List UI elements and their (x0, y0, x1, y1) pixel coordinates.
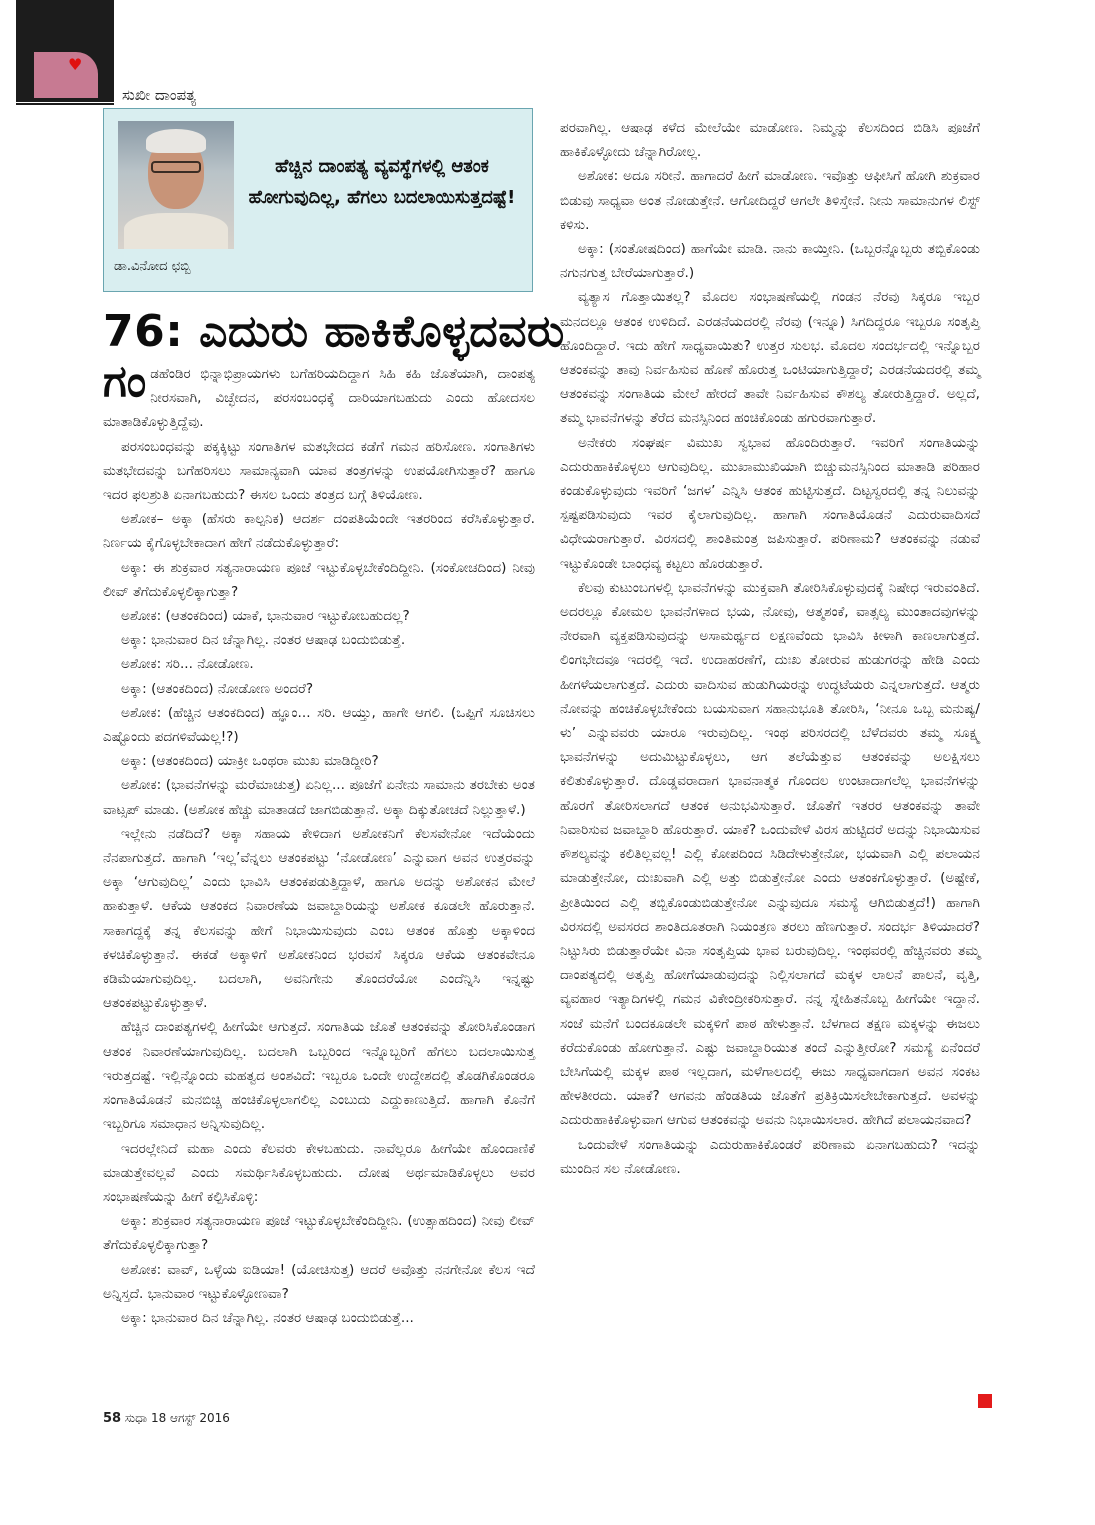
paragraph: ವ್ಯತ್ಯಾಸ ಗೊತ್ತಾಯಿತಲ್ಲ? ಮೊದಲ ಸಂಭಾಷಣೆಯಲ್ಲಿ ಗಂಡನ ನೆರವು ಸಿಕ್ಕರೂ ಇಬ್ಬರ ಮನದಲ್ಲೂ ಆತಂಕ ಉಳಿದಿದೆ. ಎರಡನೆಯದರಲ್ಲಿ ನೆರವು (ಇನ್ನೂ) ಸಿಗದಿದ್ದರೂ ಇಬ್ಬರೂ ಸಂತೃಪ್ತಿ ಹೊಂದಿದ್ದಾರೆ. ಇದು ಹೇಗೆ ಸಾಧ್ಯವಾಯಿತು? ಉತ್ತರ ಸುಲಭ. ಮೊದಲ ಸಂದರ್ಭದಲ್ಲಿ ಇನ್ನೊಬ್ಬರ ಆತಂಕವನ್ನು ತಾವು ನಿರ್ವಹಿಸುವ ಹೊಣೆ ಹೊರುತ್ತ ಒಂಟಿಯಾಗುತ್ತಿದ್ದಾರೆ; ಎರಡನೆಯದರಲ್ಲಿ ತಮ್ಮ ಆತಂಕವನ್ನು ಸಂಗಾತಿಯ ಮೇಲೆ ಹೇರದೆ ತಾವೇ ನಿರ್ವಹಿಸುವ ಕೌಶಲ್ಯ ತೋರುತ್ತಿದ್ದಾರೆ. ಅಲ್ಲದೆ, ತಮ್ಮ ಭಾವನೆಗಳನ್ನು ತೆರೆದ ಮನಸ್ಸಿನಿಂದ ಹಂಚಿಕೊಂಡು ಹಗುರವಾಗುತ್ತಾರೆ. (560, 289, 980, 427)
paragraph: ಪರಸಂಬಂಧವನ್ನು ಪಕ್ಕಕ್ಕಿಟ್ಟು ಸಂಗಾತಿಗಳ ಮತಭೇದದ ಕಡೆಗೆ ಗಮನ ಹರಿಸೋಣ. ಸಂಗಾತಿಗಳು ಮತಭೇದವನ್ನು ಬಗೆಹರಿಸಲು ಸಾಮಾನ್ಯವಾಗಿ ಯಾವ ತಂತ್ರಗಳನ್ನು ಉಪಯೋಗಿಸುತ್ತಾರೆ? ಹಾಗೂ ಇದರ ಫಲಶ್ರುತಿ ಏನಾಗಬಹುದು? ಈಸಲ ಒಂದು ತಂತ್ರದ ಬಗ್ಗೆ ತಿಳಿಯೋಣ. (103, 438, 535, 504)
article-headline: 76: ಎದುರು ಹಾಕಿಕೊಳ್ಳದವರು (103, 306, 565, 357)
issue-date: 18 ಆಗಸ್ಟ್ 2016 (150, 1411, 230, 1425)
left-column (103, 356, 535, 1330)
section-logo (16, 0, 114, 102)
right-column (560, 116, 980, 1181)
page-number: 58 (103, 1411, 122, 1426)
author-box (103, 108, 533, 292)
author-photo (118, 121, 234, 249)
paragraph: ಒಂದುವೇಳೆ ಸಂಗಾತಿಯನ್ನು ಎದುರುಹಾಕಿಕೊಂಡರೆ ಪರಿಣಾಮ ಏನಾಗಬಹುದು? ಇದನ್ನು ಮುಂದಿನ ಸಲ ನೋಡೋಣ. (560, 1136, 980, 1177)
dialogue-line: ಅಶೋಕ: (ಭಾವನೆಗಳನ್ನು ಮರೆಮಾಚುತ್ತ) ಏನಿಲ್ಲ... ಪೂಜೆಗೆ ಏನೇನು ಸಾಮಾನು ತರಬೇಕು ಅಂತ ವಾಟ್ಸಪ್ ಮಾಡು. (ಅಶೋಕ ಹೆಚ್ಚು ಮಾತಾಡದೆ ಜಾಗಬಿಡುತ್ತಾನೆ. ಅಕ್ಕಾ ದಿಕ್ಕುತೋಚದೆ ನಿಲ್ಲುತ್ತಾಳೆ.) (103, 777, 535, 818)
paragraph: ಅನೇಕರು ಸಂಘರ್ಷ ವಿಮುಖ ಸ್ವಭಾವ ಹೊಂದಿರುತ್ತಾರೆ. ಇವರಿಗೆ ಸಂಗಾತಿಯನ್ನು ಎದುರುಹಾಕಿಕೊಳ್ಳಲು ಆಗುವುದಿಲ್ಲ. ಮುಖಾಮುಖಿಯಾಗಿ ಬಿಚ್ಚುಮನಸ್ಸಿನಿಂದ ಮಾತಾಡಿ ಪರಿಹಾರ ಕಂಡುಕೊಳ್ಳುವುದು ಇವರಿಗೆ ‘ಜಗಳ’ ಎನ್ನಿಸಿ ಆತಂಕ ಹುಟ್ಟಿಸುತ್ತದೆ. ದಿಟ್ಟಸ್ವರದಲ್ಲಿ ತನ್ನ ನಿಲುವನ್ನು ಸ್ಪಷ್ಟಪಡಿಸುವುದು ಇವರ ಕೈಲಾಗುವುದಿಲ್ಲ. ಹಾಗಾಗಿ ಸಂಗಾತಿಯೊಡನೆ ಎದುರುವಾದಿಸದೆ ವಿಧೇಯರಾಗುತ್ತಾರೆ. ವಿರಸದಲ್ಲಿ ಶಾಂತಿಮಂತ್ರ ಜಪಿಸುತ್ತಾರೆ. ಪರಿಣಾಮ? ಆತಂಕವನ್ನು ನಡುವೆ ಇಟ್ಟುಕೊಂಡೇ ಬಾಂಧವ್ಯ ಕಟ್ಟಲು ಹೊರಡುತ್ತಾರೆ. (560, 434, 980, 572)
dialogue-line: ಅಶೋಕ: (ಹೆಚ್ಚಿನ ಆತಂಕದಿಂದ) ಹ್ಞೂಂ... ಸರಿ. ಆಯ್ತು, ಹಾಗೇ ಆಗಲಿ. (ಒಪ್ಪಿಗೆ ಸೂಚಿಸಲು ಎಷ್ಟೊಂದು ಪದಗಳಿವೆಯಲ್ಲ!?) (103, 704, 535, 746)
dialogue-line: ಅಕ್ಕಾ: (ಆತಂಕದಿಂದ) ಯಾಕ್ರೀ ಒಂಥರಾ ಮುಖ ಮಾಡಿದ್ದೀರಿ? (121, 753, 379, 770)
page-footer (103, 1411, 230, 1426)
dialogue-line: ಅಕ್ಕಾ: (ಸಂತೋಷದಿಂದ) ಹಾಗೆಯೇ ಮಾಡಿ. ನಾನು ಕಾಯ್ತೀನಿ. (ಒಬ್ಬರನ್ನೊಬ್ಬರು ತಬ್ಬಿಕೊಂಡು ನಗುನಗುತ್ತ ಬೇರೆಯಾಗುತ್ತಾರೆ.) (560, 241, 980, 282)
logo-pink-shape (34, 52, 98, 98)
section-title: ಸುಖೀ ದಾಂಪತ್ಯ (122, 86, 197, 104)
section-rule (16, 103, 114, 105)
paragraph: ಹೆಚ್ಚಿನ ದಾಂಪತ್ಯಗಳಲ್ಲಿ ಹೀಗೆಯೇ ಆಗುತ್ತದೆ. ಸಂಗಾತಿಯ ಜೊತೆ ಆತಂಕವನ್ನು ತೋರಿಸಿಕೊಂಡಾಗ ಆತಂಕ ನಿವಾರಣೆಯಾಗುವುದಿಲ್ಲ. ಬದಲಾಗಿ ಒಬ್ಬರಿಂದ ಇನ್ನೊಬ್ಬರಿಗೆ ಹೆಗಲು ಬದಲಾಯಿಸುತ್ತ ಇರುತ್ತದಷ್ಟೆ. ಇಲ್ಲಿನ್ನೊಂದು ಮಹತ್ವದ ಅಂಶವಿದೆ: ಇಬ್ಬರೂ ಒಂದೇ ಉದ್ದೇಶದಲ್ಲಿ ತೊಡಗಿಕೊಂಡರೂ ಸಂಗಾತಿಯೊಡನೆ ಮನಬಿಚ್ಚಿ ಹಂಚಿಕೊಳ್ಳಲಾಗಲಿಲ್ಲ ಎಂಬುದು ಎದ್ದುಕಾಣುತ್ತಿದೆ. ಹಾಗಾಗಿ ಕೊನೆಗೆ ಇಬ್ಬರಿಗೂ ಸಮಾಧಾನ ಅನ್ನಿಸುವುದಿಲ್ಲ. (103, 1019, 535, 1133)
heart-icon: ♥ (68, 55, 83, 74)
paragraph: ಕೆಲವು ಕುಟುಂಬಗಳಲ್ಲಿ ಭಾವನೆಗಳನ್ನು ಮುಕ್ತವಾಗಿ ತೋರಿಸಿಕೊಳ್ಳುವುದಕ್ಕೆ ನಿಷೇಧ ಇರುವಂತಿದೆ. ಅದರಲ್ಲೂ ಕೋಮಲ ಭಾವನೆಗಳಾದ ಭಯ, ನೋವು, ಆತ್ಮಶಂಕೆ, ವಾತ್ಸಲ್ಯ ಮುಂತಾದವುಗಳನ್ನು ನೇರವಾಗಿ ವ್ಯಕ್ತಪಡಿಸುವುದನ್ನು ಅಸಾಮರ್ಥ್ಯದ ಲಕ್ಷಣವೆಂದು ಭಾವಿಸಿ ಕೀಳಾಗಿ ಕಾಣಲಾಗುತ್ತದೆ. ಲಿಂಗಭೇದವೂ ಇದರಲ್ಲಿ ಇದೆ. ಉದಾಹರಣೆಗೆ, ದುಃಖ ತೋರುವ ಹುಡುಗರನ್ನು ಹೇಡಿ ಎಂದು ಹೀಗಳೆಯಲಾಗುತ್ತದೆ. ಎದುರು ವಾದಿಸುವ ಹುಡುಗಿಯರನ್ನು ಉದ್ಧಟೆಯರು ಎನ್ನಲಾಗುತ್ತದೆ. ಆತ್ಮರು ನೋವನ್ನು ಹಂಚಿಕೊಳ್ಳಬೇಕೆಂದು ಬಯಸುವಾಗ ಸಹಾನುಭೂತಿ ತೋರಿಸಿ, ‘ನೀನೂ ಒಬ್ಬ ಮನುಷ್ಯ/ಳು’ ಎನ್ನುವವರು ಯಾರೂ ಇರುವುದಿಲ್ಲ. ಇಂಥ ಪರಿಸರದಲ್ಲಿ ಬೆಳೆದವರು ತಮ್ಮ ಸೂಕ್ಷ್ಮ ಭಾವನೆಗಳನ್ನು ಅದುಮಿಟ್ಟುಕೊಳ್ಳಲು, ಆಗ ತಲೆಯೆತ್ತುವ ಆತಂಕವನ್ನು ಅಲಕ್ಷಿಸಲು ಕಲಿತುಕೊಳ್ಳುತ್ತಾರೆ. ದೊಡ್ಡವರಾದಾಗ ಭಾವನಾತ್ಮಕ ಗೊಂದಲ ಉಂಟಾದಾಗಲೆಲ್ಲ ಭಾವನೆಗಳನ್ನು ಹೊರಗೆ ತೋರಿಸಲಾಗದೆ ಆತಂಕ ಅನುಭವಿಸುತ್ತಾರೆ. ಜೊತೆಗೆ ಇತರರ ಆತಂಕವನ್ನು ತಾವೇ ನಿವಾರಿಸುವ ಜವಾಬ್ದಾರಿ ಹೊರುತ್ತಾರೆ. ಯಾಕೆ? ಒಂದುವೇಳೆ ವಿರಸ ಹುಟ್ಟಿದರೆ ಅದನ್ನು ನಿಭಾಯಿಸುವ ಕೌಶಲ್ಯವನ್ನು ಕಲಿತಿಲ್ಲವಲ್ಲ! ಎಲ್ಲಿ ಕೋಪದಿಂದ ಸಿಡಿದೇಳುತ್ತೇನೋ, ಭಯವಾಗಿ ಎಲ್ಲಿ ಪಲಾಯನ ಮಾಡುತ್ತೇನೋ, ದುಃಖವಾಗಿ ಎಲ್ಲಿ ಅತ್ತು ಬಿಡುತ್ತೇನೋ ಎಂದು ಆತಂಕಗೊಳ್ಳುತ್ತಾರೆ. (ಅಷ್ಟೇಕೆ, ಪ್ರೀತಿಯಿಂದ ಎಲ್ಲಿ ತಬ್ಬಿಕೊಂಡುಬಿಡುತ್ತೇನೋ ಎನ್ನುವುದೂ ಸಮಸ್ಯೆ ಆಗಿಬಿಡುತ್ತದೆ!) ಹಾಗಾಗಿ ವಿರಸದಲ್ಲಿ ಅವಸರದ ಶಾಂತಿದೂತರಾಗಿ ನಿಯಂತ್ರಣ ತರಲು ಹೆಣಗುತ್ತಾರೆ. ಸಂದರ್ಭ ತಿಳಿಯಾದರೆ? ನಿಟ್ಟುಸಿರು ಬಿಡುತ್ತಾರೆಯೇ ವಿನಾ ಸಂತೃಪ್ತಿಯ ಭಾವ ಬರುವುದಿಲ್ಲ. ಇಂಥವರಲ್ಲಿ ಹೆಚ್ಚಿನವರು ತಮ್ಮ ದಾಂಪತ್ಯದಲ್ಲಿ ಅತೃಪ್ತಿ ಹೋಗೆಯಾಡುವುದನ್ನು ನಿಲ್ಲಿಸಲಾಗದೆ ಮಕ್ಕಳ ಲಾಲನೆ ಪಾಲನೆ, ವೃತ್ತಿ, ವ್ಯವಹಾರ ಇತ್ಯಾದಿಗಳಲ್ಲಿ ಗಮನ ವಿಕೇಂದ್ರೀಕರಿಸುತ್ತಾರೆ. ನನ್ನ ಸ್ನೇಹಿತನೊಬ್ಬ ಹೀಗೆಯೇ ಇದ್ದಾನೆ. ಸಂಜೆ ಮನೆಗೆ ಬಂದಕೂಡಲೇ ಮಕ್ಕಳಿಗೆ ಪಾಠ ಹೇಳುತ್ತಾನೆ. ಬೆಳಗಾದ ತಕ್ಷಣ ಮಕ್ಕಳನ್ನು ಈಜಲು ಕರೆದುಕೊಂಡು ಹೋಗುತ್ತಾನೆ. ಎಷ್ಟು ಜವಾಬ್ದಾರಿಯುತ ತಂದೆ ಎನ್ನುತ್ತೀರೋ? ಸಮಸ್ಯೆ ಏನೆಂದರೆ ಬೇಸಿಗೆಯಲ್ಲಿ ಮಕ್ಕಳ ಪಾಠ ಇಲ್ಲದಾಗ, ಮಳೆಗಾಲದಲ್ಲಿ ಈಜು ಸಾಧ್ಯವಾಗದಾಗ ಅವನ ಸಂಕಟ ಹೇಳತೀರದು. ಯಾಕೆ? ಆಗವನು ಹೆಂಡತಿಯ ಜೊತೆಗೆ ಪ್ರತಿಕ್ರಿಯಿಸಲೇಬೇಕಾಗುತ್ತದೆ. ಅವಳನ್ನು ಎದುರುಹಾಕಿಕೊಳ್ಳುವಾಗ ಆಗುವ ಆತಂಕವನ್ನು ಅವನು ನಿಭಾಯಿಸಲಾರ. ಹೇಗಿದೆ ಪಲಾಯನವಾದ? (560, 579, 980, 1129)
paragraph: ಇದರಲ್ಲೇನಿದೆ ಮಹಾ ಎಂದು ಕೆಲವರು ಕೇಳಬಹುದು. ನಾವೆಲ್ಲರೂ ಹೀಗೆಯೇ ಹೊಂದಾಣಿಕೆ ಮಾಡುತ್ತೇವಲ್ಲವೆ ಎಂದು ಸಮರ್ಥಿಸಿಕೊಳ್ಳಬಹುದು. ದೋಷ ಅರ್ಥಮಾಡಿಕೊಳ್ಳಲು ಅವರ ಸಂಭಾಷಣೆಯನ್ನು ಹೀಗೆ ಕಲ್ಪಿಸಿಕೊಳ್ಳಿ: (103, 1140, 535, 1205)
paragraph: ಗಂಡಹೆಂಡಿರ ಭಿನ್ನಾಭಿಪ್ರಾಯಗಳು ಬಗೆಹರಿಯದಿದ್ದಾಗ ಸಿಹಿ ಕಹಿ ಜೊತೆಯಾಗಿ, ದಾಂಪತ್ಯ ನೀರಸವಾಗಿ, ವಿಚ್ಛೇದನ, ಪರಸಂಬಂಧಕ್ಕೆ ದಾರಿಯಾಗಬಹುದು ಎಂದು ಹೋದಸಲ ಮಾತಾಡಿಕೊಳ್ಳುತ್ತಿದ್ದೆವು. (103, 356, 535, 431)
end-of-article-mark (978, 1394, 992, 1408)
dialogue-line: ಅಕ್ಕಾ: ಭಾನುವಾರ ದಿನ ಚೆನ್ನಾಗಿಲ್ಲ. ನಂತರ ಆಷಾಢ ಬಂದುಬಿಡುತ್ತೆ... (121, 1309, 414, 1326)
paragraph: ಅಶೋಕ– ಅಕ್ಕಾ (ಹೆಸರು ಕಾಲ್ಪನಿಕ) ಆದರ್ಶ ದಂಪತಿಯೆಂದೇ ಇತರರಿಂದ ಕರೆಸಿಕೊಳ್ಳುತ್ತಾರೆ. ನಿರ್ಣಯ ಕೈಗೊಳ್ಳಬೇಕಾದಾಗ ಹೇಗೆ ನಡೆದುಕೊಳ್ಳುತ್ತಾರೆ: (103, 511, 535, 552)
dialogue-line: ಅಕ್ಕಾ: (ಆತಂಕದಿಂದ) ನೋಡೋಣ ಅಂದರೆ? (121, 680, 314, 697)
dialogue-line: ಅಕ್ಕಾ: ಈ ಶುಕ್ರವಾರ ಸತ್ಯನಾರಾಯಣ ಪೂಜೆ ಇಟ್ಟುಕೊಳ್ಳಬೇಕೆಂದಿದ್ದೀನಿ. (ಸಂಕೋಚದಿಂದ) ನೀವು ಲೀವ್ ತೆಗೆದುಕೊಳ್ಳಲಿಕ್ಕಾಗುತ್ತಾ? (103, 559, 535, 600)
dialogue-line: ಅಶೋಕ: (ಆತಂಕದಿಂದ) ಯಾಕೆ, ಭಾನುವಾರ ಇಟ್ಟುಕೋಬಹುದಲ್ಲ? (121, 608, 410, 625)
paragraph: ಪರವಾಗಿಲ್ಲ. ಆಷಾಢ ಕಳೆದ ಮೇಲೆಯೇ ಮಾಡೋಣ. ನಿಮ್ಮನ್ನು ಕೆಲಸದಿಂದ ಬಿಡಿಸಿ ಪೂಜೆಗೆ ಹಾಕಿಕೊಳ್ಳೋದು ಚೆನ್ನಾಗಿರೋಲ್ಲ. (560, 120, 980, 161)
dialogue-line: ಅಶೋಕ: ಸರಿ... ನೋಡೋಣ. (121, 656, 254, 673)
dialogue-line: ಅಶೋಕ: ವಾವ್, ಒಳ್ಳೆಯ ಐಡಿಯಾ! (ಯೋಚಿಸುತ್ತ) ಆದರೆ ಅವೊತ್ತು ನನಗೇನೋ ಕೆಲಸ ಇದೆ ಅನ್ನಿಸ್ತದೆ. ಭಾನುವಾರ ಇಟ್ಟುಕೊಳ್ಳೋಣವಾ? (103, 1261, 535, 1302)
author-name: ಡಾ.ವಿನೋದ ಛಬ್ಬಿ (114, 259, 191, 274)
drop-cap: ಗಂ (103, 356, 147, 407)
dialogue-line: ಅಕ್ಕಾ: ಭಾನುವಾರ ದಿನ ಚೆನ್ನಾಗಿಲ್ಲ. ನಂತರ ಆಷಾಢ ಬಂದುಬಿಡುತ್ತೆ. (121, 632, 406, 649)
dialogue-line: ಅಶೋಕ: ಅದೂ ಸರೀನೆ. ಹಾಗಾದರೆ ಹೀಗೆ ಮಾಡೋಣ. ಇವೊತ್ತು ಆಫೀಸಿಗೆ ಹೋಗಿ ಶುಕ್ರವಾರ ಬಿಡುವು ಸಾಧ್ಯವಾ ಅಂತ ನೋಡುತ್ತೇನೆ. ಆಗೋದಿದ್ದರೆ ಆಗಲೇ ತಿಳಿಸ್ತೇನೆ. ನೀನು ಸಾಮಾನುಗಳ ಲಿಸ್ಟ್ ಕಳಿಸು. (560, 168, 980, 233)
magazine-name: ಸುಧಾ (124, 1411, 148, 1425)
dialogue-line: ಅಕ್ಕಾ: ಶುಕ್ರವಾರ ಸತ್ಯನಾರಾಯಣ ಪೂಜೆ ಇಟ್ಟುಕೊಳ್ಳಬೇಕೆಂದಿದ್ದೀನಿ. (ಉತ್ಸಾಹದಿಂದ) ನೀವು ಲೀವ್ ತೆಗೆದುಕೊಳ್ಳಲಿಕ್ಕಾಗುತ್ತಾ? (103, 1213, 535, 1254)
pull-quote: ಹೆಚ್ಚಿನ ದಾಂಪತ್ಯ ವ್ಯವಸ್ಥೆಗಳಲ್ಲಿ ಆತಂಕ ಹೋಗುವುದಿಲ್ಲ, ಹೆಗಲು ಬದಲಾಯಿಸುತ್ತದಷ್ಟೆ! (248, 156, 516, 208)
paragraph: ಇಲ್ಲೇನು ನಡೆದಿದೆ? ಅಕ್ಕಾ ಸಹಾಯ ಕೇಳಿದಾಗ ಅಶೋಕನಿಗೆ ಕೆಲಸವೇನೋ ಇದೆಯೆಂದು ನೆನಪಾಗುತ್ತದೆ. ಹಾಗಾಗಿ ‘ಇಲ್ಲ’ವೆನ್ನಲು ಆತಂಕಪಟ್ಟು ‘ನೋಡೋಣ’ ಎನ್ನುವಾಗ ಅವನ ಉತ್ತರವನ್ನು ಅಕ್ಕಾ ‘ಆಗುವುದಿಲ್ಲ’ ಎಂದು ಭಾವಿಸಿ ಆತಂಕಪಡುತ್ತಿದ್ದಾಳೆ, ಹಾಗೂ ಅದನ್ನು ಅಶೋಕನ ಮೇಲೆ ಹಾಕುತ್ತಾಳೆ. ಆಕೆಯ ಆತಂಕದ ನಿವಾರಣೆಯ ಜವಾಬ್ದಾರಿಯನ್ನು ಅಶೋಕ ಕೂಡಲೇ ಹೊರುತ್ತಾನೆ. ಸಾಕಾಗದ್ದಕ್ಕೆ ತನ್ನ ಕೆಲಸವನ್ನು ಹೇಗೆ ನಿಭಾಯಿಸುವುದು ಎಂಬ ಆತಂಕ ಹೊತ್ತು ಅಕ್ಕಾಳಿಂದ ಕಳಚಿಕೊಳ್ಳುತ್ತಾನೆ. ಈಕಡೆ ಅಕ್ಕಾಳಿಗೆ ಅಶೋಕನಿಂದ ಭರವಸೆ ಸಿಕ್ಕರೂ ಆಕೆಯ ಆತಂಕವೇನೂ ಕಡಿಮೆಯಾಗುವುದಿಲ್ಲ. ಬದಲಾಗಿ, ಅವನಿಗೇನು ತೊಂದರೆಯೋ ಎಂದೆನ್ನಿಸಿ ಇನ್ನಷ್ಟು ಆತಂಕಪಟ್ಟುಕೊಳ್ಳುತ್ತಾಳೆ. (103, 825, 535, 1012)
